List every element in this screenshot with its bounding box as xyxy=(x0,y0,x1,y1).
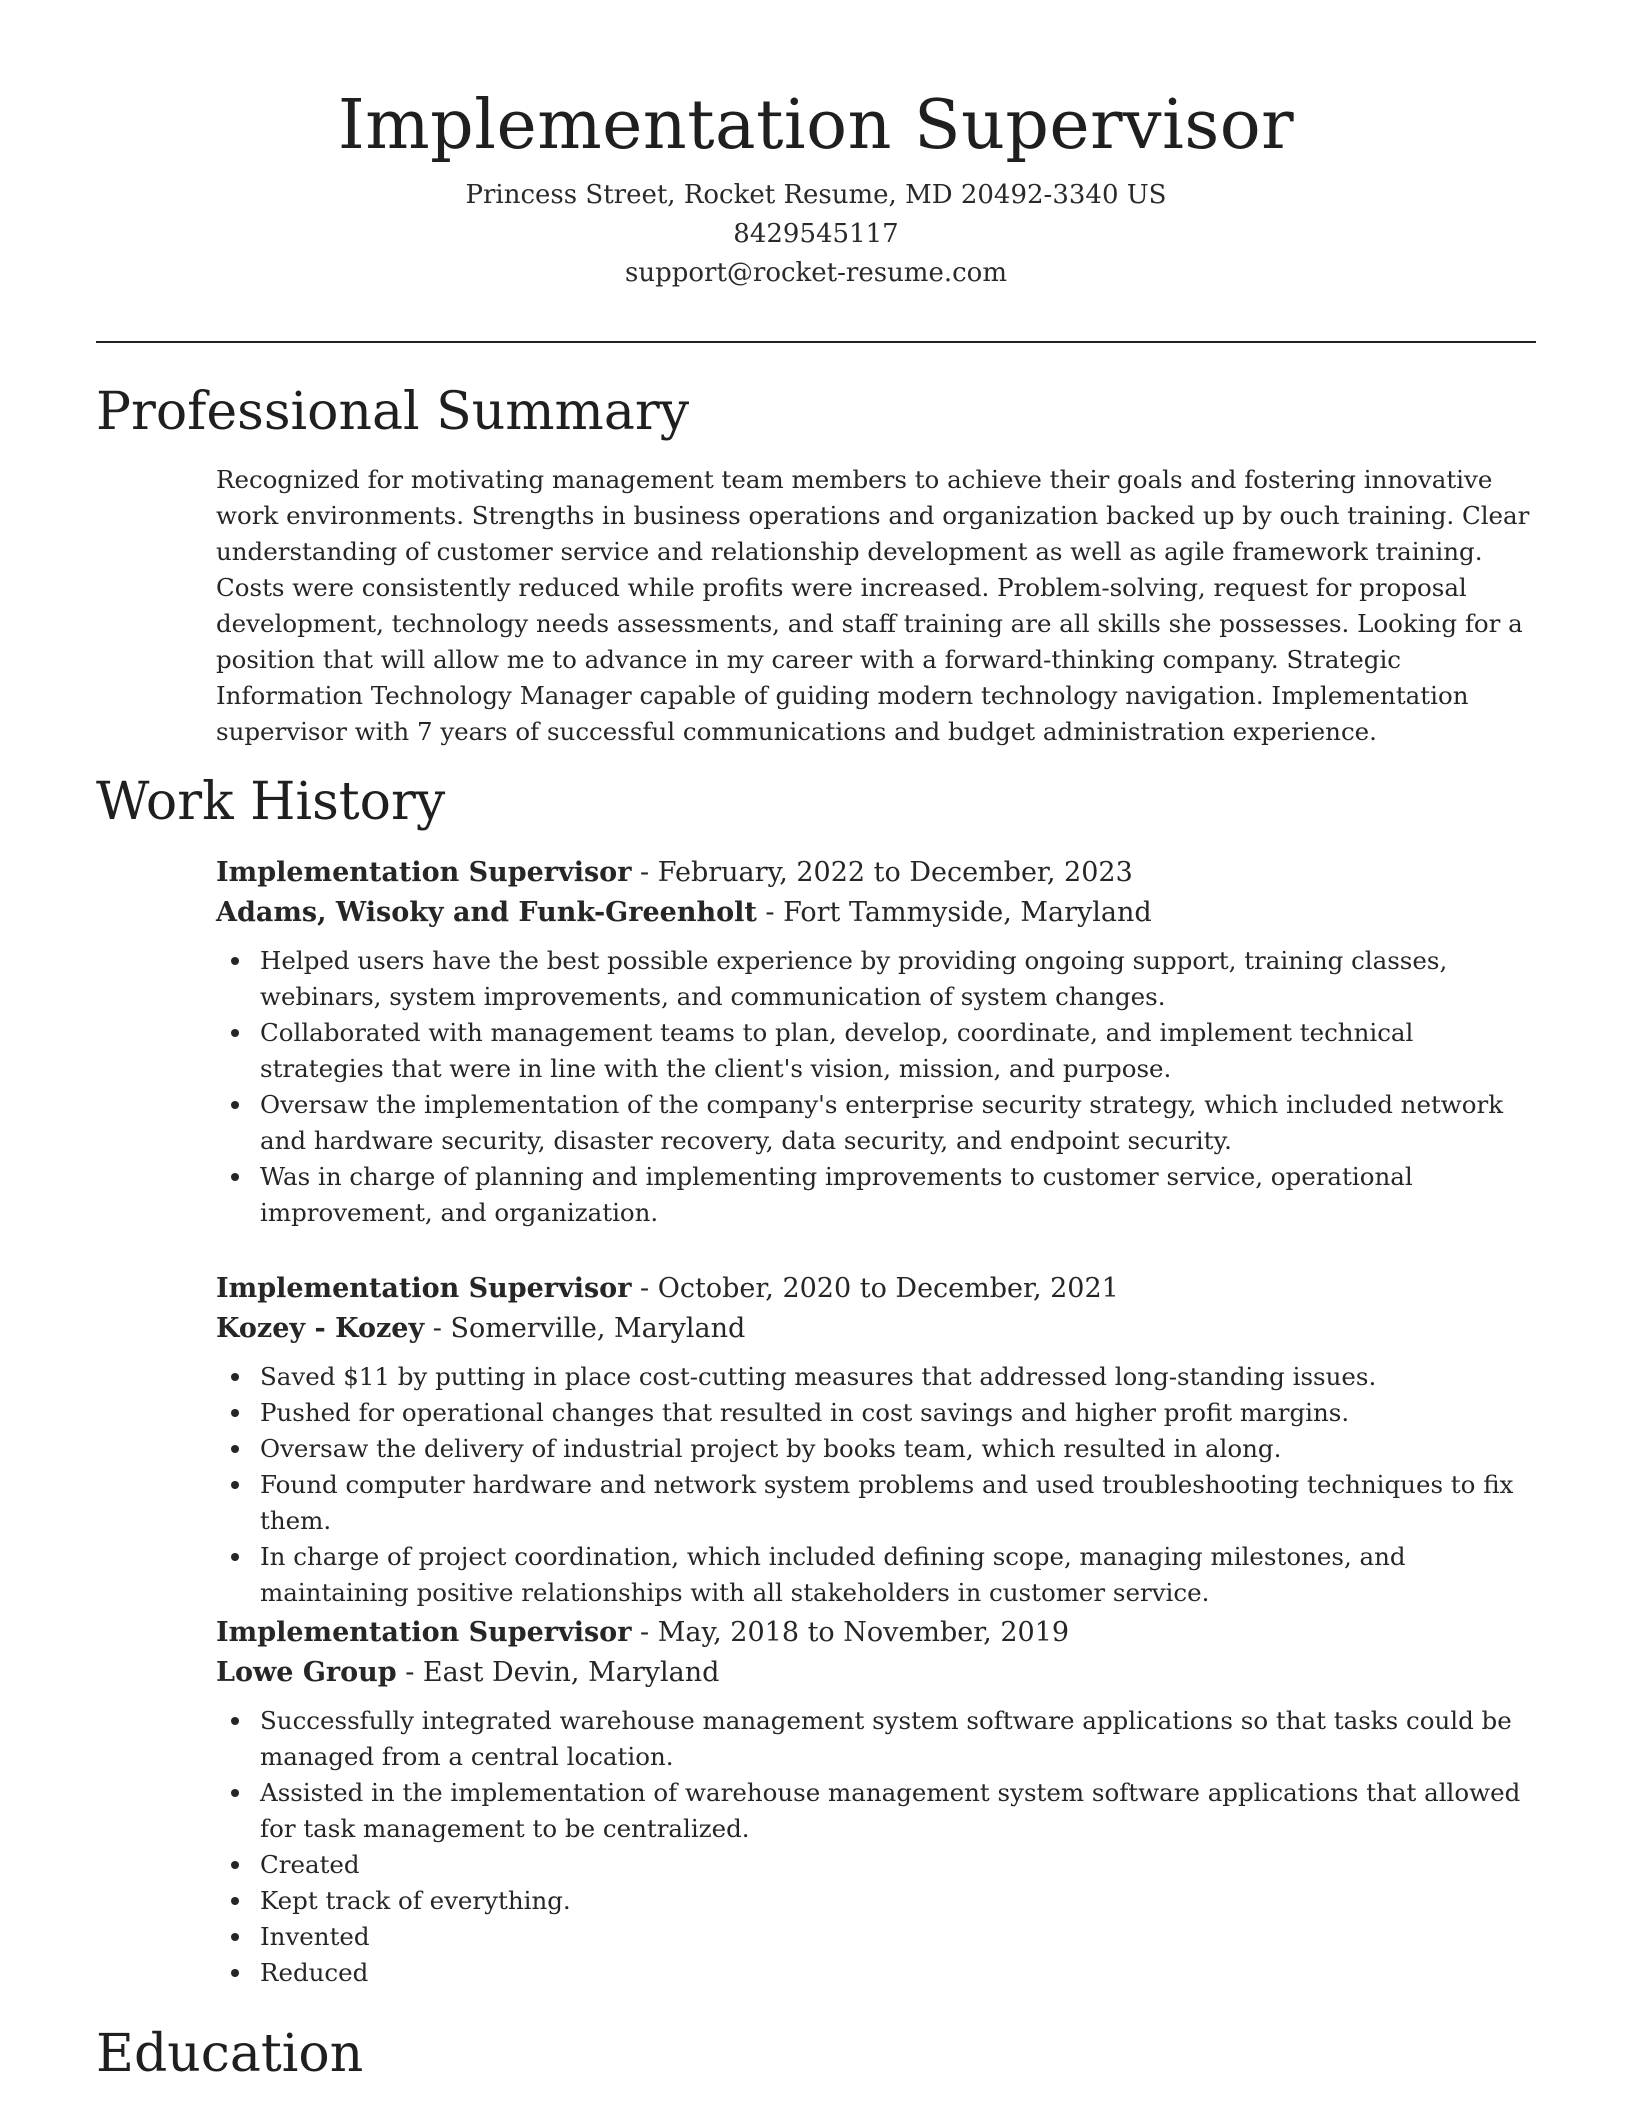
job-bullet: Successfully integrated warehouse management system software applications so that tasks could be managed from a central location. xyxy=(260,1703,1536,1775)
job-company: Kozey - Kozey xyxy=(216,1313,425,1344)
job-title-line xyxy=(216,1269,1536,1309)
job-bullets xyxy=(216,943,1536,1231)
resume-header xyxy=(0,0,1632,293)
job-location: - Fort Tammyside, Maryland xyxy=(756,897,1152,928)
job-bullet: Invented xyxy=(260,1919,1536,1955)
job-company-line xyxy=(216,1309,1536,1349)
job-bullet: Saved $11 by putting in place cost-cutting measures that addressed long-standing issues. xyxy=(260,1359,1536,1395)
job-bullet: Pushed for operational changes that resulted in cost savings and higher profit margins. xyxy=(260,1395,1536,1431)
job-title: Implementation Supervisor xyxy=(216,1273,632,1304)
job-bullet: Kept track of everything. xyxy=(260,1883,1536,1919)
job-bullet: Reduced xyxy=(260,1955,1536,1991)
job-location: - East Devin, Maryland xyxy=(396,1657,720,1688)
phone: 8429545117 xyxy=(733,219,899,249)
job-company: Lowe Group xyxy=(216,1657,397,1688)
job-entry xyxy=(216,853,1536,1231)
job-dates: - May, 2018 to November, 2019 xyxy=(631,1617,1070,1648)
address: Princess Street, Rocket Resume, MD 20492-3340 US xyxy=(465,180,1167,210)
job-title-line xyxy=(216,1613,1536,1653)
job-bullets xyxy=(216,1359,1536,1611)
job-bullet: Assisted in the implementation of warehouse management system software applications that allowed for task management to be centralized. xyxy=(260,1775,1536,1847)
job-bullet: Helped users have the best possible experience by providing ongoing support, training classes, webinars, system improvements, and communication of system changes. xyxy=(260,943,1536,1015)
work-history-heading: Work History xyxy=(96,772,446,832)
job-bullet: Collaborated with management teams to plan, develop, coordinate, and implement technical strategies that were in line with the client's vision, mission, and purpose. xyxy=(260,1015,1536,1087)
job-bullet: In charge of project coordination, which included defining scope, managing milestones, and maintaining positive relationships with all stakeholders in customer service. xyxy=(260,1539,1536,1611)
summary-heading: Professional Summary xyxy=(96,382,690,442)
header-divider xyxy=(96,341,1536,343)
summary-text: Recognized for motivating management team members to achieve their goals and fostering innovative work environments. Strengths in business operations and organization backed up by ouch training. Clear understanding of customer service and relationship development as well as agile framework training. Costs were consistently reduced while profits were increased. Problem-solving, request for proposal development, technology needs assessments, and staff training are all skills she possesses. Looking for a position that will allow me to advance in my career with a forward-thinking company. Strategic Information Technology Manager capable of guiding modern technology navigation. Implementation supervisor with 7 years of successful communications and budget administration experience. xyxy=(216,465,1530,746)
job-title: Implementation Supervisor xyxy=(216,1617,632,1648)
job-title-line xyxy=(216,853,1536,893)
job-dates: - February, 2022 to December, 2023 xyxy=(631,857,1133,888)
job-company: Adams, Wisoky and Funk-Greenholt xyxy=(216,897,757,928)
job-title: Implementation Supervisor xyxy=(216,857,632,888)
job-bullet: Oversaw the delivery of industrial project by books team, which resulted in along. xyxy=(260,1431,1536,1467)
email: support@rocket-resume.com xyxy=(624,258,1007,288)
job-bullet: Was in charge of planning and implementing improvements to customer service, operational improvement, and organization. xyxy=(260,1159,1536,1231)
job-entry xyxy=(216,1613,1536,1991)
job-bullet: Found computer hardware and network system problems and used troubleshooting techniques to fix them. xyxy=(260,1467,1536,1539)
candidate-name: Implementation Supervisor xyxy=(337,86,1295,165)
job-bullets xyxy=(216,1703,1536,1991)
education-heading: Education xyxy=(96,2024,364,2084)
job-company-line xyxy=(216,893,1536,933)
job-location: - Somerville, Maryland xyxy=(424,1313,746,1344)
job-bullet: Oversaw the implementation of the company's enterprise security strategy, which included network and hardware security, disaster recovery, data security, and endpoint security. xyxy=(260,1087,1536,1159)
job-dates: - October, 2020 to December, 2021 xyxy=(631,1273,1119,1304)
contact-block xyxy=(0,176,1632,293)
job-bullet: Created xyxy=(260,1847,1536,1883)
job-company-line xyxy=(216,1653,1536,1693)
job-entry xyxy=(216,1269,1536,1611)
